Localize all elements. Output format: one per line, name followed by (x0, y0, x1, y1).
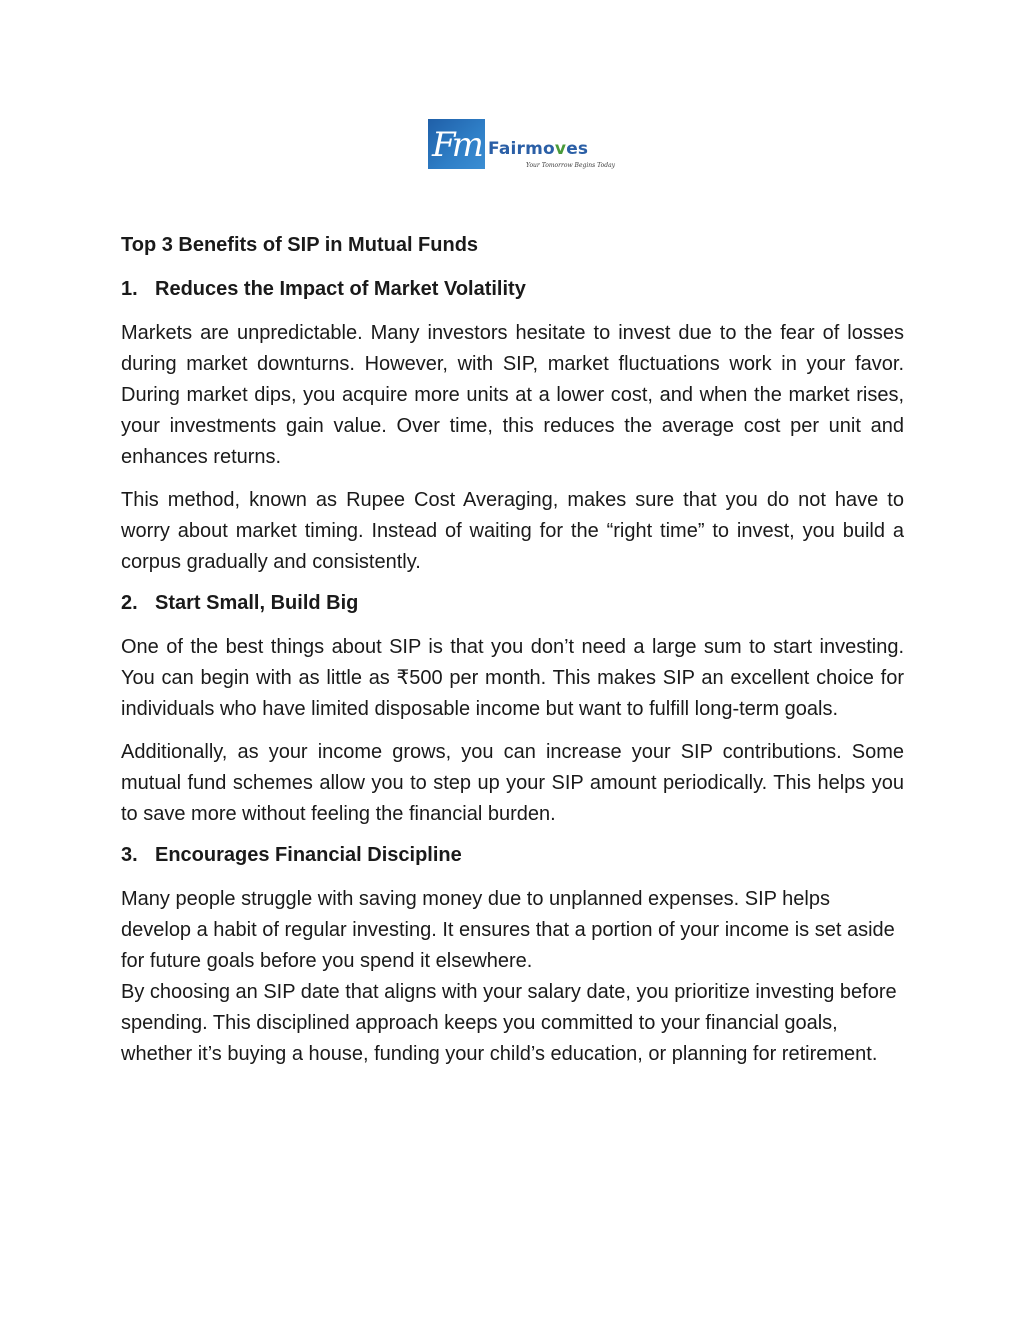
logo-checkmark: v (554, 139, 567, 159)
document-body (121, 232, 904, 1070)
fairmoves-logo (428, 117, 628, 177)
logo-wordmark-part1: Fairmo (488, 139, 555, 159)
section-heading-text: Start Small, Build Big (155, 592, 359, 614)
section-heading (121, 842, 904, 868)
section-heading-text: Encourages Financial Discipline (155, 844, 462, 866)
section-heading (121, 276, 904, 302)
paragraph: Many people struggle with saving money due to unplanned expenses. SIP helps develop a habit of regular investing. It ensures that a portion of your income is set aside for future goals before you spend it elsewhere. (121, 888, 895, 972)
paragraph: One of the best things about SIP is that you don’t need a large sum to start investing. You can begin with as little as ₹500 per month. This makes SIP an excellent choice for individuals who have limited disposable income but want to fulfill long-term goals. (121, 636, 904, 720)
logo-monogram-box (428, 119, 485, 169)
section-heading (121, 590, 904, 616)
section-number: 3. (121, 844, 138, 866)
paragraph: Additionally, as your income grows, you can increase your SIP contributions. Some mutual fund schemes allow you to step up your SIP amount periodically. This helps you to save more without feeling the financial burden. (121, 741, 904, 825)
logo-tagline: Your Tomorrow Begins Today (526, 162, 616, 169)
logo-monogram: Fm (432, 125, 480, 165)
section-number: 2. (121, 592, 138, 614)
section-heading-text: Reduces the Impact of Market Volatility (155, 278, 526, 300)
paragraph: Markets are unpredictable. Many investors hesitate to invest due to the fear of losses during market downturns. However, with SIP, market fluctuations work in your favor. During market dips, you acquire more units at a lower cost, and when the market rises, your investments gain value. Over time, this reduces the average cost per unit and enhances returns. (121, 322, 904, 468)
paragraph: This method, known as Rupee Cost Averaging, makes sure that you do not have to worry about market timing. Instead of waiting for the “right time” to invest, you build a corpus gradually and consistently. (121, 489, 904, 573)
logo-wordmark-part2: es (566, 139, 589, 159)
section-number: 1. (121, 278, 138, 300)
logo-wordmark (488, 139, 588, 159)
document-title: Top 3 Benefits of SIP in Mutual Funds (121, 234, 479, 256)
paragraph: By choosing an SIP date that aligns with your salary date, you prioritize investing before spending. This disciplined approach keeps you committed to your financial goals, whether it’s buying a house, funding your child’s education, or planning for retirement. (121, 981, 897, 1065)
